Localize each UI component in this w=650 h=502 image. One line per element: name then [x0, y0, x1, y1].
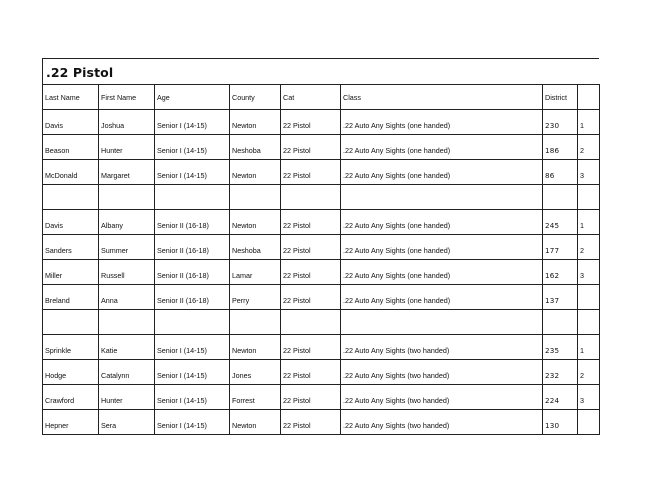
table-row — [43, 410, 600, 435]
cell-first-name: Margaret — [99, 160, 155, 185]
cell-district: 232 — [543, 360, 578, 385]
cell-last-name: Sanders — [43, 235, 99, 260]
cell-age: Senior I (14-15) — [155, 360, 230, 385]
cell-class — [341, 185, 543, 210]
cell-last-name: Miller — [43, 260, 99, 285]
cell-district: 245 — [543, 210, 578, 235]
cell-place: 2 — [578, 135, 600, 160]
cell-class: .22 Auto Any Sights (one handed) — [341, 260, 543, 285]
cell-county — [230, 310, 281, 335]
cell-last-name: Beason — [43, 135, 99, 160]
cell-district: 230 — [543, 110, 578, 135]
cell-last-name — [43, 185, 99, 210]
blank-row — [43, 185, 600, 210]
table-row — [43, 210, 600, 235]
cell-county: Neshoba — [230, 235, 281, 260]
cell-first-name: Hunter — [99, 385, 155, 410]
cell-place: 2 — [578, 360, 600, 385]
table-row — [43, 260, 600, 285]
header-row — [43, 85, 600, 110]
table-row — [43, 160, 600, 185]
cell-district — [543, 185, 578, 210]
column-header-county: County — [230, 85, 281, 110]
cell-place: 2 — [578, 235, 600, 260]
cell-first-name: Anna — [99, 285, 155, 310]
cell-age: Senior II (16-18) — [155, 235, 230, 260]
cell-age: Senior II (16-18) — [155, 210, 230, 235]
cell-place — [578, 310, 600, 335]
cell-last-name: Davis — [43, 210, 99, 235]
table-row — [43, 360, 600, 385]
cell-cat: 22 Pistol — [281, 410, 341, 435]
cell-last-name: Crawford — [43, 385, 99, 410]
cell-cat — [281, 310, 341, 335]
cell-district: 86 — [543, 160, 578, 185]
cell-first-name: Joshua — [99, 110, 155, 135]
cell-county: Jones — [230, 360, 281, 385]
results-table — [42, 84, 600, 435]
cell-county: Newton — [230, 110, 281, 135]
cell-cat: 22 Pistol — [281, 260, 341, 285]
cell-age: Senior I (14-15) — [155, 135, 230, 160]
column-header-last-name: Last Name — [43, 85, 99, 110]
cell-class: .22 Auto Any Sights (two handed) — [341, 410, 543, 435]
cell-district: 224 — [543, 385, 578, 410]
cell-county: Newton — [230, 160, 281, 185]
column-header-cat: Cat — [281, 85, 341, 110]
title-row — [42, 59, 600, 84]
cell-cat: 22 Pistol — [281, 385, 341, 410]
cell-district: 137 — [543, 285, 578, 310]
cell-place: 1 — [578, 110, 600, 135]
column-header-class: Class — [341, 85, 543, 110]
cell-age: Senior I (14-15) — [155, 410, 230, 435]
cell-last-name: Davis — [43, 110, 99, 135]
cell-cat: 22 Pistol — [281, 160, 341, 185]
cell-cat: 22 Pistol — [281, 110, 341, 135]
cell-county: Neshoba — [230, 135, 281, 160]
cell-cat: 22 Pistol — [281, 235, 341, 260]
cell-class: .22 Auto Any Sights (two handed) — [341, 360, 543, 385]
cell-age: Senior I (14-15) — [155, 385, 230, 410]
table-row — [43, 110, 600, 135]
cell-last-name: Sprinkle — [43, 335, 99, 360]
cell-class: .22 Auto Any Sights (one handed) — [341, 160, 543, 185]
cell-district — [543, 310, 578, 335]
cell-place: 3 — [578, 160, 600, 185]
cell-cat: 22 Pistol — [281, 335, 341, 360]
cell-class: .22 Auto Any Sights (two handed) — [341, 385, 543, 410]
cell-county: Newton — [230, 210, 281, 235]
cell-class — [341, 310, 543, 335]
cell-cat: 22 Pistol — [281, 135, 341, 160]
sheet-title: .22 Pistol — [46, 65, 114, 80]
cell-first-name: Katie — [99, 335, 155, 360]
cell-last-name: McDonald — [43, 160, 99, 185]
cell-last-name: Breland — [43, 285, 99, 310]
cell-county: Lamar — [230, 260, 281, 285]
cell-class: .22 Auto Any Sights (two handed) — [341, 335, 543, 360]
cell-first-name: Catalynn — [99, 360, 155, 385]
cell-place: 1 — [578, 210, 600, 235]
cell-place — [578, 185, 600, 210]
cell-place — [578, 410, 600, 435]
cell-cat: 22 Pistol — [281, 210, 341, 235]
column-header-district: District — [543, 85, 578, 110]
cell-age: Senior II (16-18) — [155, 260, 230, 285]
cell-last-name — [43, 310, 99, 335]
table-row — [43, 235, 600, 260]
cell-first-name — [99, 185, 155, 210]
cell-class: .22 Auto Any Sights (one handed) — [341, 135, 543, 160]
table-row — [43, 285, 600, 310]
cell-class: .22 Auto Any Sights (one handed) — [341, 235, 543, 260]
column-header-first-name: First Name — [99, 85, 155, 110]
cell-class: .22 Auto Any Sights (one handed) — [341, 285, 543, 310]
cell-first-name: Sera — [99, 410, 155, 435]
cell-district: 162 — [543, 260, 578, 285]
table-row — [43, 135, 600, 160]
cell-first-name — [99, 310, 155, 335]
cell-cat — [281, 185, 341, 210]
cell-county: Forrest — [230, 385, 281, 410]
cell-district: 235 — [543, 335, 578, 360]
cell-age: Senior I (14-15) — [155, 335, 230, 360]
column-header-age: Age — [155, 85, 230, 110]
cell-age — [155, 310, 230, 335]
cell-first-name: Albany — [99, 210, 155, 235]
cell-last-name: Hepner — [43, 410, 99, 435]
cell-age: Senior I (14-15) — [155, 110, 230, 135]
cell-age: Senior I (14-15) — [155, 160, 230, 185]
cell-first-name: Russell — [99, 260, 155, 285]
cell-county: Perry — [230, 285, 281, 310]
cell-first-name: Hunter — [99, 135, 155, 160]
cell-first-name: Summer — [99, 235, 155, 260]
cell-age: Senior II (16-18) — [155, 285, 230, 310]
table-row — [43, 385, 600, 410]
table-row — [43, 335, 600, 360]
cell-county: Newton — [230, 335, 281, 360]
cell-last-name: Hodge — [43, 360, 99, 385]
cell-cat: 22 Pistol — [281, 285, 341, 310]
cell-cat: 22 Pistol — [281, 360, 341, 385]
cell-county — [230, 185, 281, 210]
column-header-place — [578, 85, 600, 110]
cell-age — [155, 185, 230, 210]
cell-district: 177 — [543, 235, 578, 260]
blank-row — [43, 310, 600, 335]
cell-district: 186 — [543, 135, 578, 160]
cell-place: 1 — [578, 335, 600, 360]
table-body — [43, 110, 600, 435]
cell-district: 130 — [543, 410, 578, 435]
cell-class: .22 Auto Any Sights (one handed) — [341, 110, 543, 135]
cell-place — [578, 285, 600, 310]
cell-class: .22 Auto Any Sights (one handed) — [341, 210, 543, 235]
cell-county: Newton — [230, 410, 281, 435]
cell-place: 3 — [578, 385, 600, 410]
cell-place: 3 — [578, 260, 600, 285]
